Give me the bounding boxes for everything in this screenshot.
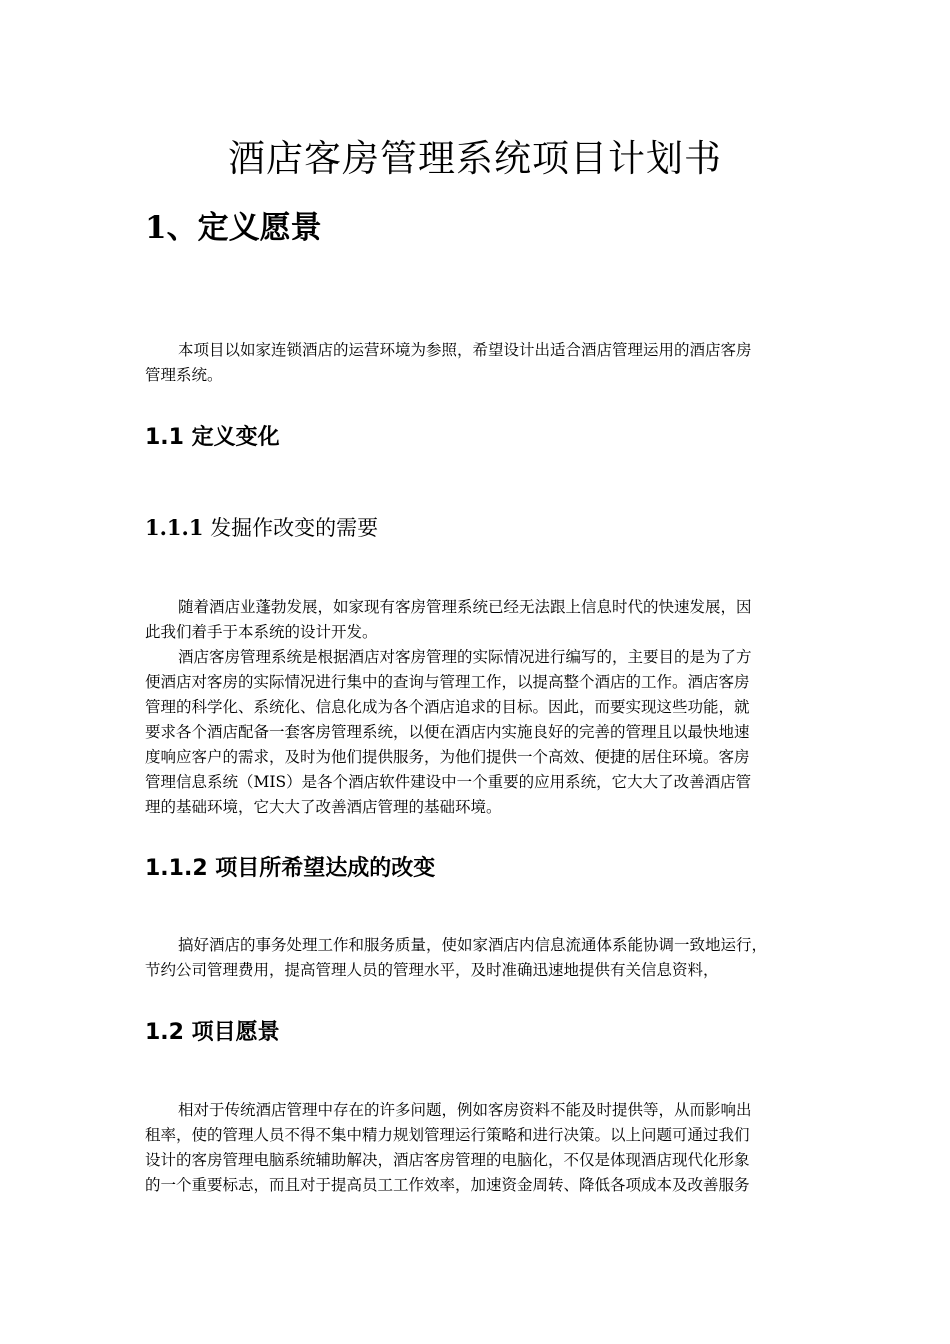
paragraph-line: 便酒店对客房的实际情况进行集中的查询与管理工作，以提高整个酒店的工作。酒店客房 <box>145 673 750 691</box>
paragraph-line: 随着酒店业蓬勃发展，如家现有客房管理系统已经无法跟上信息时代的快速发展，因 <box>178 598 752 616</box>
paragraph-line: 本项目以如家连锁酒店的运营环境为参照，希望设计出适合酒店管理运用的酒店客房 <box>178 341 752 359</box>
paragraph-desired-change <box>145 933 810 983</box>
section-number: 1.1.1 <box>145 515 204 540</box>
section-heading-1: 1、定义愿景 <box>145 210 322 246</box>
paragraph-need-1 <box>145 595 810 820</box>
intro-paragraph <box>145 338 810 388</box>
paragraph-line: 租率，使的管理人员不得不集中精力规划管理运行策略和进行决策。以上问题可通过我们 <box>145 1126 750 1144</box>
paragraph-line: 要求各个酒店配备一套客房管理系统，以便在酒店内实施良好的完善的管理且以最快地速 <box>145 723 750 741</box>
paragraph-line: 此我们着手于本系统的设计开发。 <box>145 623 378 641</box>
paragraph-vision <box>145 1098 810 1198</box>
paragraph-line: 节约公司管理费用，提高管理人员的管理水平，及时准确迅速地提供有关信息资料， <box>145 961 719 979</box>
paragraph-line: 管理的科学化、系统化、信息化成为各个酒店追求的目标。因此，而要实现这些功能，就 <box>145 698 750 716</box>
paragraph-line: 的一个重要标志，而且对于提高员工工作效率，加速资金周转、降低各项成本及改善服务 <box>145 1176 750 1194</box>
section-heading-text: 发掘作改变的需要 <box>203 516 379 540</box>
paragraph-line: 设计的客房管理电脑系统辅助解决，酒店客房管理的电脑化，不仅是体现酒店现代化形象 <box>145 1151 750 1169</box>
paragraph-line: 相对于传统酒店管理中存在的许多问题，例如客房资料不能及时提供等，从而影响出 <box>178 1101 752 1119</box>
paragraph-line: 管理信息系统（MIS）是各个酒店软件建设中一个重要的应用系统，它大大了改善酒店管 <box>145 773 752 791</box>
paragraph-line: 搞好酒店的事务处理工作和服务质量，使如家酒店内信息流通体系能协调一致地运行， <box>178 936 768 954</box>
section-heading-1-1-2: 1.1.2 项目所希望达成的改变 <box>145 856 436 881</box>
section-heading-1-2: 1.2 项目愿景 <box>145 1020 280 1045</box>
section-heading-1-1: 1.1 定义变化 <box>145 425 280 450</box>
document-title: 酒店客房管理系统项目计划书 <box>228 137 722 180</box>
paragraph-line: 管理系统。 <box>145 366 223 384</box>
section-heading-1-1-1 <box>145 512 378 542</box>
paragraph-line: 度响应客户的需求，及时为他们提供服务，为他们提供一个高效、便捷的居住环境。客房 <box>145 748 750 766</box>
paragraph-line: 酒店客房管理系统是根据酒店对客房管理的实际情况进行编写的，主要目的是为了方 <box>178 648 752 666</box>
paragraph-line: 理的基础环境，它大大了改善酒店管理的基础环境。 <box>145 798 502 816</box>
